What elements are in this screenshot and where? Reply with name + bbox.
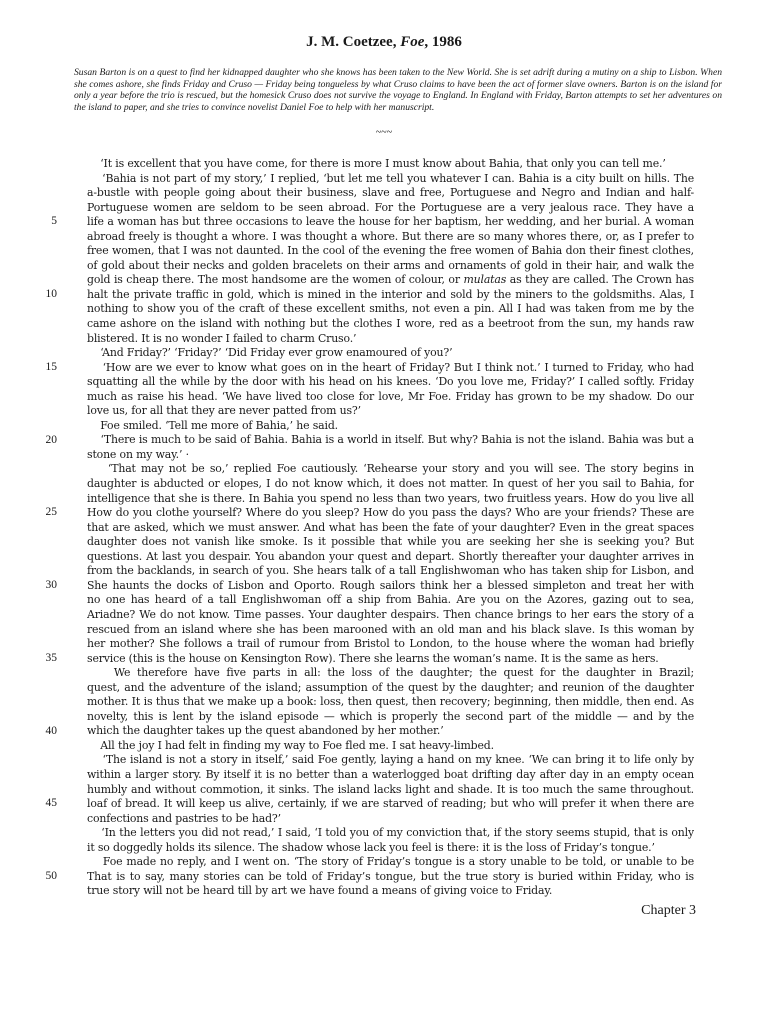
text-line: questions. At last you despair. You abandon your quest and depart. Shortly thereafter your daughter arrives in xyxy=(87,549,694,563)
text-line: That is to say, many stories can be told of Friday’s tongue, but the true story is buried within Friday, who is xyxy=(87,869,694,883)
story-body xyxy=(87,157,694,899)
line-number: 25 xyxy=(45,506,57,518)
text-line: abroad freely is thought a whore. I was thought a whore. But there are so many whores there, or, as I prefer to xyxy=(87,229,694,243)
text-line: came ashore on the island with nothing but the clothes I wore, red as a beetroot from the sun, my hands raw xyxy=(87,317,694,331)
line-number: 30 xyxy=(45,579,57,591)
text-line: loaf of bread. It will keep us alive, certainly, if we are starved of reading; but who will prefer it when there are xyxy=(87,797,694,811)
text-line: daughter is abducted or elopes, I do not know which, it does not matter. In quest of her you sail to Bahia, for xyxy=(87,477,694,491)
text-line: Portuguese women are seldom to be seen abroad. For the Portuguese are a very jealous race. They have a xyxy=(87,200,694,214)
text-line: a-bustle with people going about their business, slave and free, Portuguese and Negro and Indian and half- xyxy=(87,186,694,200)
text-line: ‘In the letters you did not read,’ I said, ‘I told you of my conviction that, if the story seems stupid, that is only xyxy=(101,826,694,840)
text-line: quest, and the adventure of the island; assumption of the quest by the daughter; and reunion of the daughter xyxy=(87,680,694,694)
line-number: 5 xyxy=(51,215,57,227)
text-line: ‘It is excellent that you have come, for there is more I must know about Bahia, that only you can tell me.’ xyxy=(87,157,666,170)
text-line: Foe made no reply, and I went on. ‘The story of Friday’s tongue is a story unable to be told, or unable to be xyxy=(102,855,694,869)
text-line: confections and pastries to be had?’ xyxy=(87,811,281,825)
text-line: no one has heard of a tall Englishwoman off a ship from Bahia. Are you on the Azores, gazing out to sea, xyxy=(87,593,694,607)
text-line: ‘There is much to be said of Bahia. Bahia is a world in itself. But why? Bahia is not the island. Bahia was but a xyxy=(100,433,694,447)
text-line: her mother? She follows a trail of rumour from Bristol to London, to the house where the woman had briefly xyxy=(87,637,694,651)
line-number: 20 xyxy=(45,434,57,446)
section-separator: ~~~ xyxy=(375,127,393,138)
line-number: 15 xyxy=(45,361,57,373)
page-title: J. M. Coetzee, Foe, 1986 xyxy=(306,34,462,50)
text-line: nothing to show you of the craft of these excellent smiths, not even a pin. All I had was taken from me by the xyxy=(87,302,694,316)
text-line: squatting all the while by the door with his head on his knees. ‘Do you love me, Friday?’ I called softly. Friday xyxy=(87,375,694,389)
text-line: ‘Bahia is not part of my story,’ I replied, ‘but let me tell you whatever I can. Bahia is a city built on hills. The xyxy=(102,171,694,185)
text-line: ‘The island is not a story in itself,’ said Foe gently, laying a hand on my knee. ‘We can bring it to life only by xyxy=(102,753,694,767)
text-line: life a woman has but three occasions to leave the house for her baptism, her wedding, and her burial. A woman xyxy=(87,215,694,229)
text-line: humbly and without commotion, it sinks. The island lacks light and shade. It is too much the same throughout. xyxy=(87,782,694,796)
text-line: love us, for all that they are never patted from us?’ xyxy=(87,404,361,418)
text-line: daughter does not vanish like smoke. Is it possible that while you are seeking her she is seeking you? But xyxy=(87,535,694,549)
line-number: 50 xyxy=(45,870,57,882)
text-line: How do you clothe yourself? Where do you sleep? How do you pass the days? Who are your friends? These are xyxy=(87,506,694,520)
text-line: novelty, this is lent by the island episode — which is properly the second part of the middle — and by the xyxy=(87,709,694,723)
text-line: within a larger story. By itself it is no better than a waterlogged boat drifting day after day in an empty ocean xyxy=(87,767,694,781)
text-line: We therefore have five parts in all: the loss of the daughter; the quest for the daughter in Brazil; xyxy=(113,666,694,680)
text-line: All the joy I had felt in finding my way to Foe fled me. I sat heavy-limbed. xyxy=(87,738,494,752)
text-line: blistered. It is no wonder I failed to charm Cruso.’ xyxy=(87,331,357,345)
text-line: Foe smiled. ‘Tell me more of Bahia,’ he said. xyxy=(87,418,338,432)
text-line: intelligence that she is there. In Bahia you spend no less than two years, two fruitless years. How do you live all xyxy=(87,491,694,505)
text-line: Ariadne? We do not know. Time passes. Your daughter despairs. Then chance brings to her ears the story of a xyxy=(87,607,694,621)
text-line: from the backlands, in search of you. She hears talk of a tall Englishwoman who has taken ship for Lisbon, and xyxy=(87,564,694,578)
text-line: that are asked, which we must answer. And what has been the fate of your daughter? Even in the great spaces xyxy=(87,520,694,534)
text-line: mother. It is thus that we make up a book: loss, then quest, then recovery; beginning, then middle, then end. As xyxy=(87,695,694,709)
text-line: ‘How are we ever to know what goes on in the heart of Friday? But I think not.’ I turned to Friday, who had xyxy=(102,360,694,374)
line-number: 40 xyxy=(45,725,57,737)
line-number: 35 xyxy=(45,652,57,664)
text-line: gold is cheap there. The most handsome are the women of colour, or mulatas as they are called. The Crown has xyxy=(87,273,694,287)
chapter-label: Chapter 3 xyxy=(641,903,696,918)
text-line: halt the private traffic in gold, which is mined in the interior and sold by the miners to the goldsmiths. Alas, I xyxy=(87,287,694,301)
text-line: of gold about their necks and golden bracelets on their arms and ornaments of gold in their hair, and walk the xyxy=(87,258,694,272)
line-number: 45 xyxy=(45,797,57,809)
text-line: rescued from an island where she has been marooned with an old man and his black slave. Is this woman by xyxy=(87,622,694,636)
text-line: it so doggedly holds its silence. The shadow whose lack you feel is there: it is the loss of Friday’s tongue.’ xyxy=(87,840,655,854)
line-number: 10 xyxy=(45,288,57,300)
text-line: true story will not be heard till by art we have found a means of giving voice to Friday. xyxy=(87,884,553,898)
text-line: free women, that I was not daunted. In the cool of the evening the free women of Bahia don their finest clothes, xyxy=(87,244,694,258)
text-line: which the daughter takes up the quest abandoned by her mother.’ xyxy=(87,724,444,738)
text-line: ‘That may not be so,’ replied Foe cautiously. ‘Rehearse your story and you will see. The story begins in xyxy=(107,462,694,476)
text-line: much as raise his head. ‘We have lived too close for love, Mr Foe. Friday has grown to be my shadow. Do our xyxy=(87,389,694,403)
text-line: ‘And Friday?’ ‘Friday?’ ‘Did Friday ever grow enamoured of you?’ xyxy=(87,346,453,360)
text-line: stone on my way.’ · xyxy=(87,447,189,461)
text-line: She haunts the docks of Lisbon and Oporto. Rough sailors think her a blessed simpleton and treat her with xyxy=(87,578,694,592)
text-line: service (this is the house on Kensington Row). There she learns the woman’s name. It is the same as hers. xyxy=(87,651,659,665)
intro-summary: Susan Barton is on a quest to find her kidnapped daughter who she knows has been taken to the New World. She is set adrift during a mutiny on a ship to Lisbon. When she comes ashore, she finds Friday and Cruso — Friday being tongueless by what Cruso claims to have been the act of former slave owners. Barton is on the island for only a year before the trio is rescued, but the homesick Cruso does not survive the voyage to England. In England with Friday, Barton attempts to set her adventures on the island to paper, and she tries to convince novelist Daniel Foe to help with her manuscript. xyxy=(74,67,722,114)
